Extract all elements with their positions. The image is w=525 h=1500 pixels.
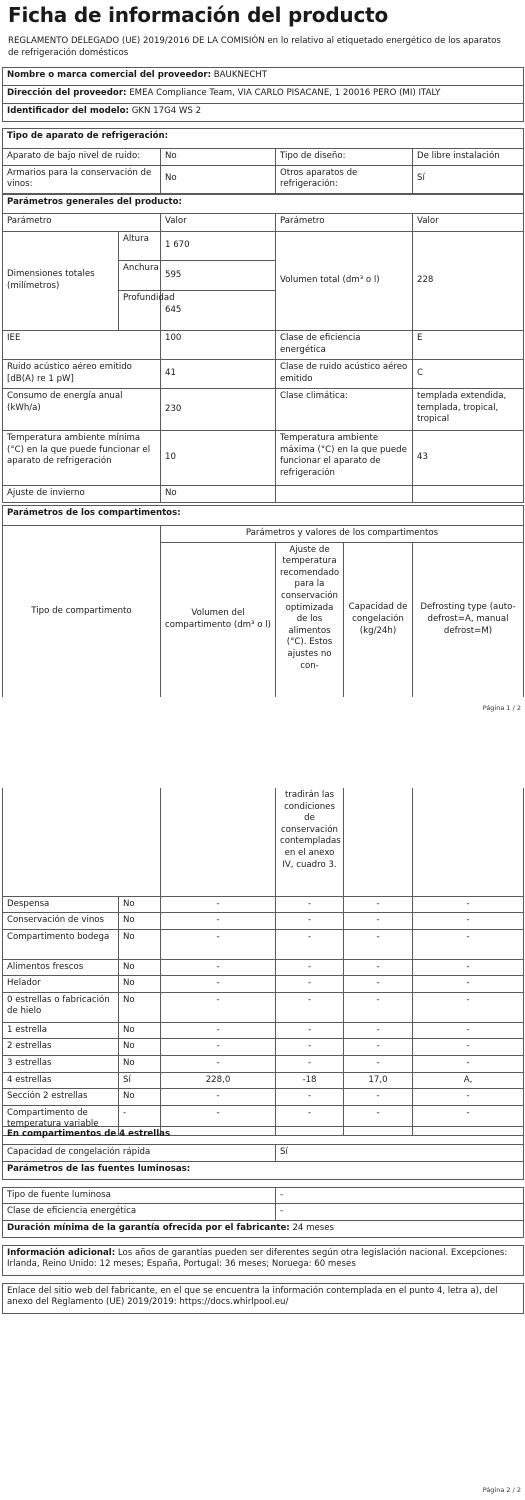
compartment-volume: - xyxy=(161,896,276,913)
light-class-label: Clase de eficiencia energética xyxy=(3,1204,276,1221)
compartment-present: No xyxy=(119,896,161,913)
appliance-type-heading: Tipo de aparato de refrigeración: xyxy=(3,129,524,149)
eff-class-value: E xyxy=(413,331,524,360)
compartment-temp: - xyxy=(276,929,344,959)
compartment-defrost: - xyxy=(413,1056,524,1073)
winter-empty-2 xyxy=(413,486,524,503)
compartments-header-table xyxy=(2,505,524,697)
compartment-volume: 228,0 xyxy=(161,1072,276,1089)
compartment-present: No xyxy=(119,959,161,976)
defrost-header-cont xyxy=(413,788,524,896)
design-value: De libre instalación xyxy=(413,149,524,166)
dims-label: Dimensiones totales (milímetros) xyxy=(3,232,119,331)
compartment-defrost: - xyxy=(413,913,524,930)
page2-footer: Página 2 / 2 xyxy=(482,1486,521,1494)
compartment-freeze: - xyxy=(344,929,413,959)
warranty-cell xyxy=(3,1220,524,1237)
compartment-name: 3 estrellas xyxy=(3,1056,119,1073)
compartment-name: Helador xyxy=(3,976,119,993)
document-subtitle: REGLAMENTO DELEGADO (UE) 2019/2016 DE LA COMISIÓN en lo relativo al etiquetado energético de los aparatos de refrigeración domésticos xyxy=(8,36,501,58)
energy-label: Consumo de energía anual (kWh/a) xyxy=(3,389,161,431)
compartment-present: No xyxy=(119,1089,161,1106)
compartment-temp: - xyxy=(276,1022,344,1039)
four-star-heading: En compartimentos de 4 estrellas xyxy=(3,1127,524,1145)
compartment-freeze: - xyxy=(344,896,413,913)
supplier-address-cell xyxy=(3,86,524,104)
compartment-temp: - xyxy=(276,1056,344,1073)
compartment-row xyxy=(3,1022,524,1039)
general-params-table xyxy=(2,194,524,503)
compartment-temp: - xyxy=(276,1039,344,1056)
height-value: 1 670 xyxy=(161,232,276,261)
general-col-value: Valor xyxy=(161,214,276,232)
compartment-name: 4 estrellas xyxy=(3,1072,119,1089)
supplier-table xyxy=(2,67,524,122)
compartment-volume: - xyxy=(161,959,276,976)
compartment-row xyxy=(3,1089,524,1106)
compartment-defrost: - xyxy=(413,959,524,976)
compartment-row xyxy=(3,1039,524,1056)
warranty-value: 24 meses xyxy=(292,1222,335,1233)
general-col-value2: Valor xyxy=(413,214,524,232)
fast-freeze-label: Capacidad de congelación rápida xyxy=(3,1145,276,1162)
weblink-cell xyxy=(3,1283,524,1313)
general-heading: Parámetros generales del producto: xyxy=(3,195,524,214)
noise-label: Ruido acústico aéreo emitido [dB(A) re 1 pW] xyxy=(3,360,161,389)
min-temp-value: 10 xyxy=(161,431,276,486)
general-col-param2: Parámetro xyxy=(276,214,413,232)
freeze-header: Capacidad de congelación (kg/24h) xyxy=(344,542,413,697)
compartment-name: Compartimento de temperatura variable xyxy=(3,1105,119,1135)
compartment-present: No xyxy=(119,913,161,930)
compartment-volume: - xyxy=(161,976,276,993)
wine-value: No xyxy=(161,165,276,193)
compartment-present: No xyxy=(119,1022,161,1039)
supplier-name-cell xyxy=(3,68,524,86)
noise-class-label: Clase de ruido acústico aéreo emitido xyxy=(276,360,413,389)
other-label: Otros aparatos de refrigeración: xyxy=(276,165,413,193)
weblink-url[interactable]: https://docs.whirlpool.eu/ xyxy=(179,1297,289,1308)
compartment-temp: - xyxy=(276,913,344,930)
low-noise-value: No xyxy=(161,149,276,166)
fast-freeze-value: Sí xyxy=(276,1145,524,1162)
compartment-freeze: - xyxy=(344,913,413,930)
max-temp-value: 43 xyxy=(413,431,524,486)
compartment-present: No xyxy=(119,976,161,993)
compartments-table xyxy=(2,788,524,1136)
compartment-temp: -18 xyxy=(276,1072,344,1089)
volume-header-cont xyxy=(161,788,276,896)
model-label: Identificador del modelo: xyxy=(7,106,129,116)
light-type-label: Tipo de fuente luminosa xyxy=(3,1187,276,1204)
max-temp-label: Temperatura ambiente máxima (°C) en la que puede funcionar el aparato de refrigeración xyxy=(276,431,413,486)
compartment-defrost: A, xyxy=(413,1072,524,1089)
depth-value: 645 xyxy=(161,291,276,331)
compartment-temp: - xyxy=(276,959,344,976)
compartment-volume: - xyxy=(161,929,276,959)
supplier-address-label: Dirección del proveedor: xyxy=(7,88,127,98)
compartment-temp: - xyxy=(276,992,344,1022)
compartment-defrost: - xyxy=(413,1105,524,1135)
compartment-volume: - xyxy=(161,913,276,930)
supplier-name-label: Nombre o marca comercial del proveedor: xyxy=(7,70,212,80)
winter-label: Ajuste de invierno xyxy=(3,486,161,503)
compartment-present: No xyxy=(119,992,161,1022)
compartment-row xyxy=(3,896,524,913)
compartment-freeze: - xyxy=(344,1056,413,1073)
compartment-present: No xyxy=(119,1039,161,1056)
noise-class-value: C xyxy=(413,360,524,389)
compartment-defrost: - xyxy=(413,992,524,1022)
compartment-freeze: - xyxy=(344,1089,413,1106)
compartment-volume: - xyxy=(161,992,276,1022)
height-label: Altura xyxy=(119,232,161,261)
supplier-address-value: EMEA Compliance Team, VIA CARLO PISACANE, 1 20016 PERO (MI) ITALY xyxy=(129,88,441,98)
supplier-name-value: BAUKNECHT xyxy=(213,70,268,80)
page1-footer: Página 1 / 2 xyxy=(482,704,521,712)
volume-header: Volumen del compartimento (dm³ o l) xyxy=(161,542,276,697)
compartment-present: Sí xyxy=(119,1072,161,1089)
other-value: Sí xyxy=(413,165,524,193)
additional-text: Los años de garantías pueden ser diferentes según otra legislación nacional. Excepciones: Irlanda, Reino Unido: 12 meses; España, Portugal: 36 meses; Noruega: 60 meses xyxy=(7,1247,508,1270)
compartment-freeze: - xyxy=(344,959,413,976)
four-star-table xyxy=(2,1126,524,1314)
compartment-defrost: - xyxy=(413,1089,524,1106)
compartment-name: 1 estrella xyxy=(3,1022,119,1039)
compartment-name: Compartimento bodega xyxy=(3,929,119,959)
compartment-name: Conservación de vinos xyxy=(3,913,119,930)
compartments-heading: Parámetros de los compartimentos: xyxy=(3,506,524,526)
freeze-header-cont xyxy=(344,788,413,896)
depth-label: Profundidad xyxy=(119,291,161,331)
defrost-header: Defrosting type (auto-defrost=A, manual defrost=M) xyxy=(413,542,524,697)
compartment-row xyxy=(3,992,524,1022)
compartment-row xyxy=(3,976,524,993)
light-type-value: - xyxy=(276,1187,524,1204)
compartment-volume: - xyxy=(161,1022,276,1039)
additional-cell xyxy=(3,1245,524,1275)
model-value: GKN 17G4 WS 2 xyxy=(131,106,202,116)
compartment-temp: - xyxy=(276,1089,344,1106)
winter-value: No xyxy=(161,486,276,503)
compartment-row xyxy=(3,1072,524,1089)
compartment-freeze: - xyxy=(344,1022,413,1039)
compartment-defrost: - xyxy=(413,929,524,959)
wine-label: Armarios para la conservación de vinos: xyxy=(3,165,161,193)
iee-value: 100 xyxy=(161,331,276,360)
compartment-row xyxy=(3,913,524,930)
compartment-name: Alimentos frescos xyxy=(3,959,119,976)
warranty-label: Duración mínima de la garantía ofrecida por el fabricante: xyxy=(7,1222,290,1233)
compartment-defrost: - xyxy=(413,976,524,993)
compartment-volume: - xyxy=(161,1056,276,1073)
compartment-defrost: - xyxy=(413,1039,524,1056)
compartment-freeze: - xyxy=(344,976,413,993)
type-header-cont xyxy=(3,788,161,896)
weblink-text: Enlace del sitio web del fabricante, en el que se encuentra la información contemplada en el punto 4, letra a), del anexo del Reglamento (UE) 2019/2019: xyxy=(7,1285,498,1308)
light-class-value: - xyxy=(276,1204,524,1221)
eff-class-label: Clase de eficiencia energética xyxy=(276,331,413,360)
group-header: Parámetros y valores de los compartimentos xyxy=(161,526,524,543)
compartment-freeze: - xyxy=(344,992,413,1022)
additional-spacer xyxy=(3,1275,524,1283)
width-label: Anchura xyxy=(119,261,161,291)
min-temp-label: Temperatura ambiente mínima (°C) en la que puede funcionar el aparato de refrigeración xyxy=(3,431,161,486)
appliance-type-table xyxy=(2,128,524,194)
compartment-name: 0 estrellas o fabricación de hielo xyxy=(3,992,119,1022)
general-col-param: Parámetro xyxy=(3,214,161,232)
compartment-temp: - xyxy=(276,896,344,913)
winter-empty-1 xyxy=(276,486,413,503)
temp-header-part1: Ajuste de temperatura recomendado para la conservación optimizada de los alimentos (°C). Estos ajustes no con- xyxy=(276,542,344,697)
volume-label: Volumen total (dm³ o l) xyxy=(276,232,413,331)
compartment-volume: - xyxy=(161,1039,276,1056)
width-value: 595 xyxy=(161,261,276,291)
noise-value: 41 xyxy=(161,360,276,389)
iee-label: IEE xyxy=(3,331,161,360)
compartment-name: 2 estrellas xyxy=(3,1039,119,1056)
light-heading: Parámetros de las fuentes luminosas: xyxy=(3,1161,524,1179)
compartment-freeze: - xyxy=(344,1039,413,1056)
climate-label: Clase climática: xyxy=(276,389,413,431)
compartment-freeze: 17,0 xyxy=(344,1072,413,1089)
design-label: Tipo de diseño: xyxy=(276,149,413,166)
volume-value: 228 xyxy=(413,232,524,331)
climate-value: templada extendida, templada, tropical, tropical xyxy=(413,389,524,431)
compartment-row xyxy=(3,929,524,959)
type-header: Tipo de compartimento xyxy=(3,526,161,698)
energy-value: 230 xyxy=(161,389,276,431)
compartment-defrost: - xyxy=(413,1022,524,1039)
compartment-defrost: - xyxy=(413,896,524,913)
light-spacer xyxy=(3,1179,524,1187)
compartment-present: No xyxy=(119,1056,161,1073)
additional-label: Información adicional: xyxy=(7,1247,116,1258)
compartment-name: Sección 2 estrellas xyxy=(3,1089,119,1106)
document-title: Ficha de información del producto xyxy=(8,3,389,27)
warranty-spacer xyxy=(3,1237,524,1245)
temp-header-part2: tradirán las condiciones de conservación contempladas en el anexo IV, cuadro 3. xyxy=(276,788,344,896)
compartment-row xyxy=(3,959,524,976)
compartment-present: - xyxy=(119,1105,161,1135)
model-cell xyxy=(3,104,524,122)
low-noise-label: Aparato de bajo nivel de ruido: xyxy=(3,149,161,166)
compartment-volume: - xyxy=(161,1089,276,1106)
compartment-temp: - xyxy=(276,976,344,993)
compartment-present: No xyxy=(119,929,161,959)
compartment-temp: - xyxy=(276,1105,344,1135)
compartment-row xyxy=(3,1056,524,1073)
compartment-name: Despensa xyxy=(3,896,119,913)
compartment-freeze: - xyxy=(344,1105,413,1135)
compartment-volume: - xyxy=(161,1105,276,1135)
